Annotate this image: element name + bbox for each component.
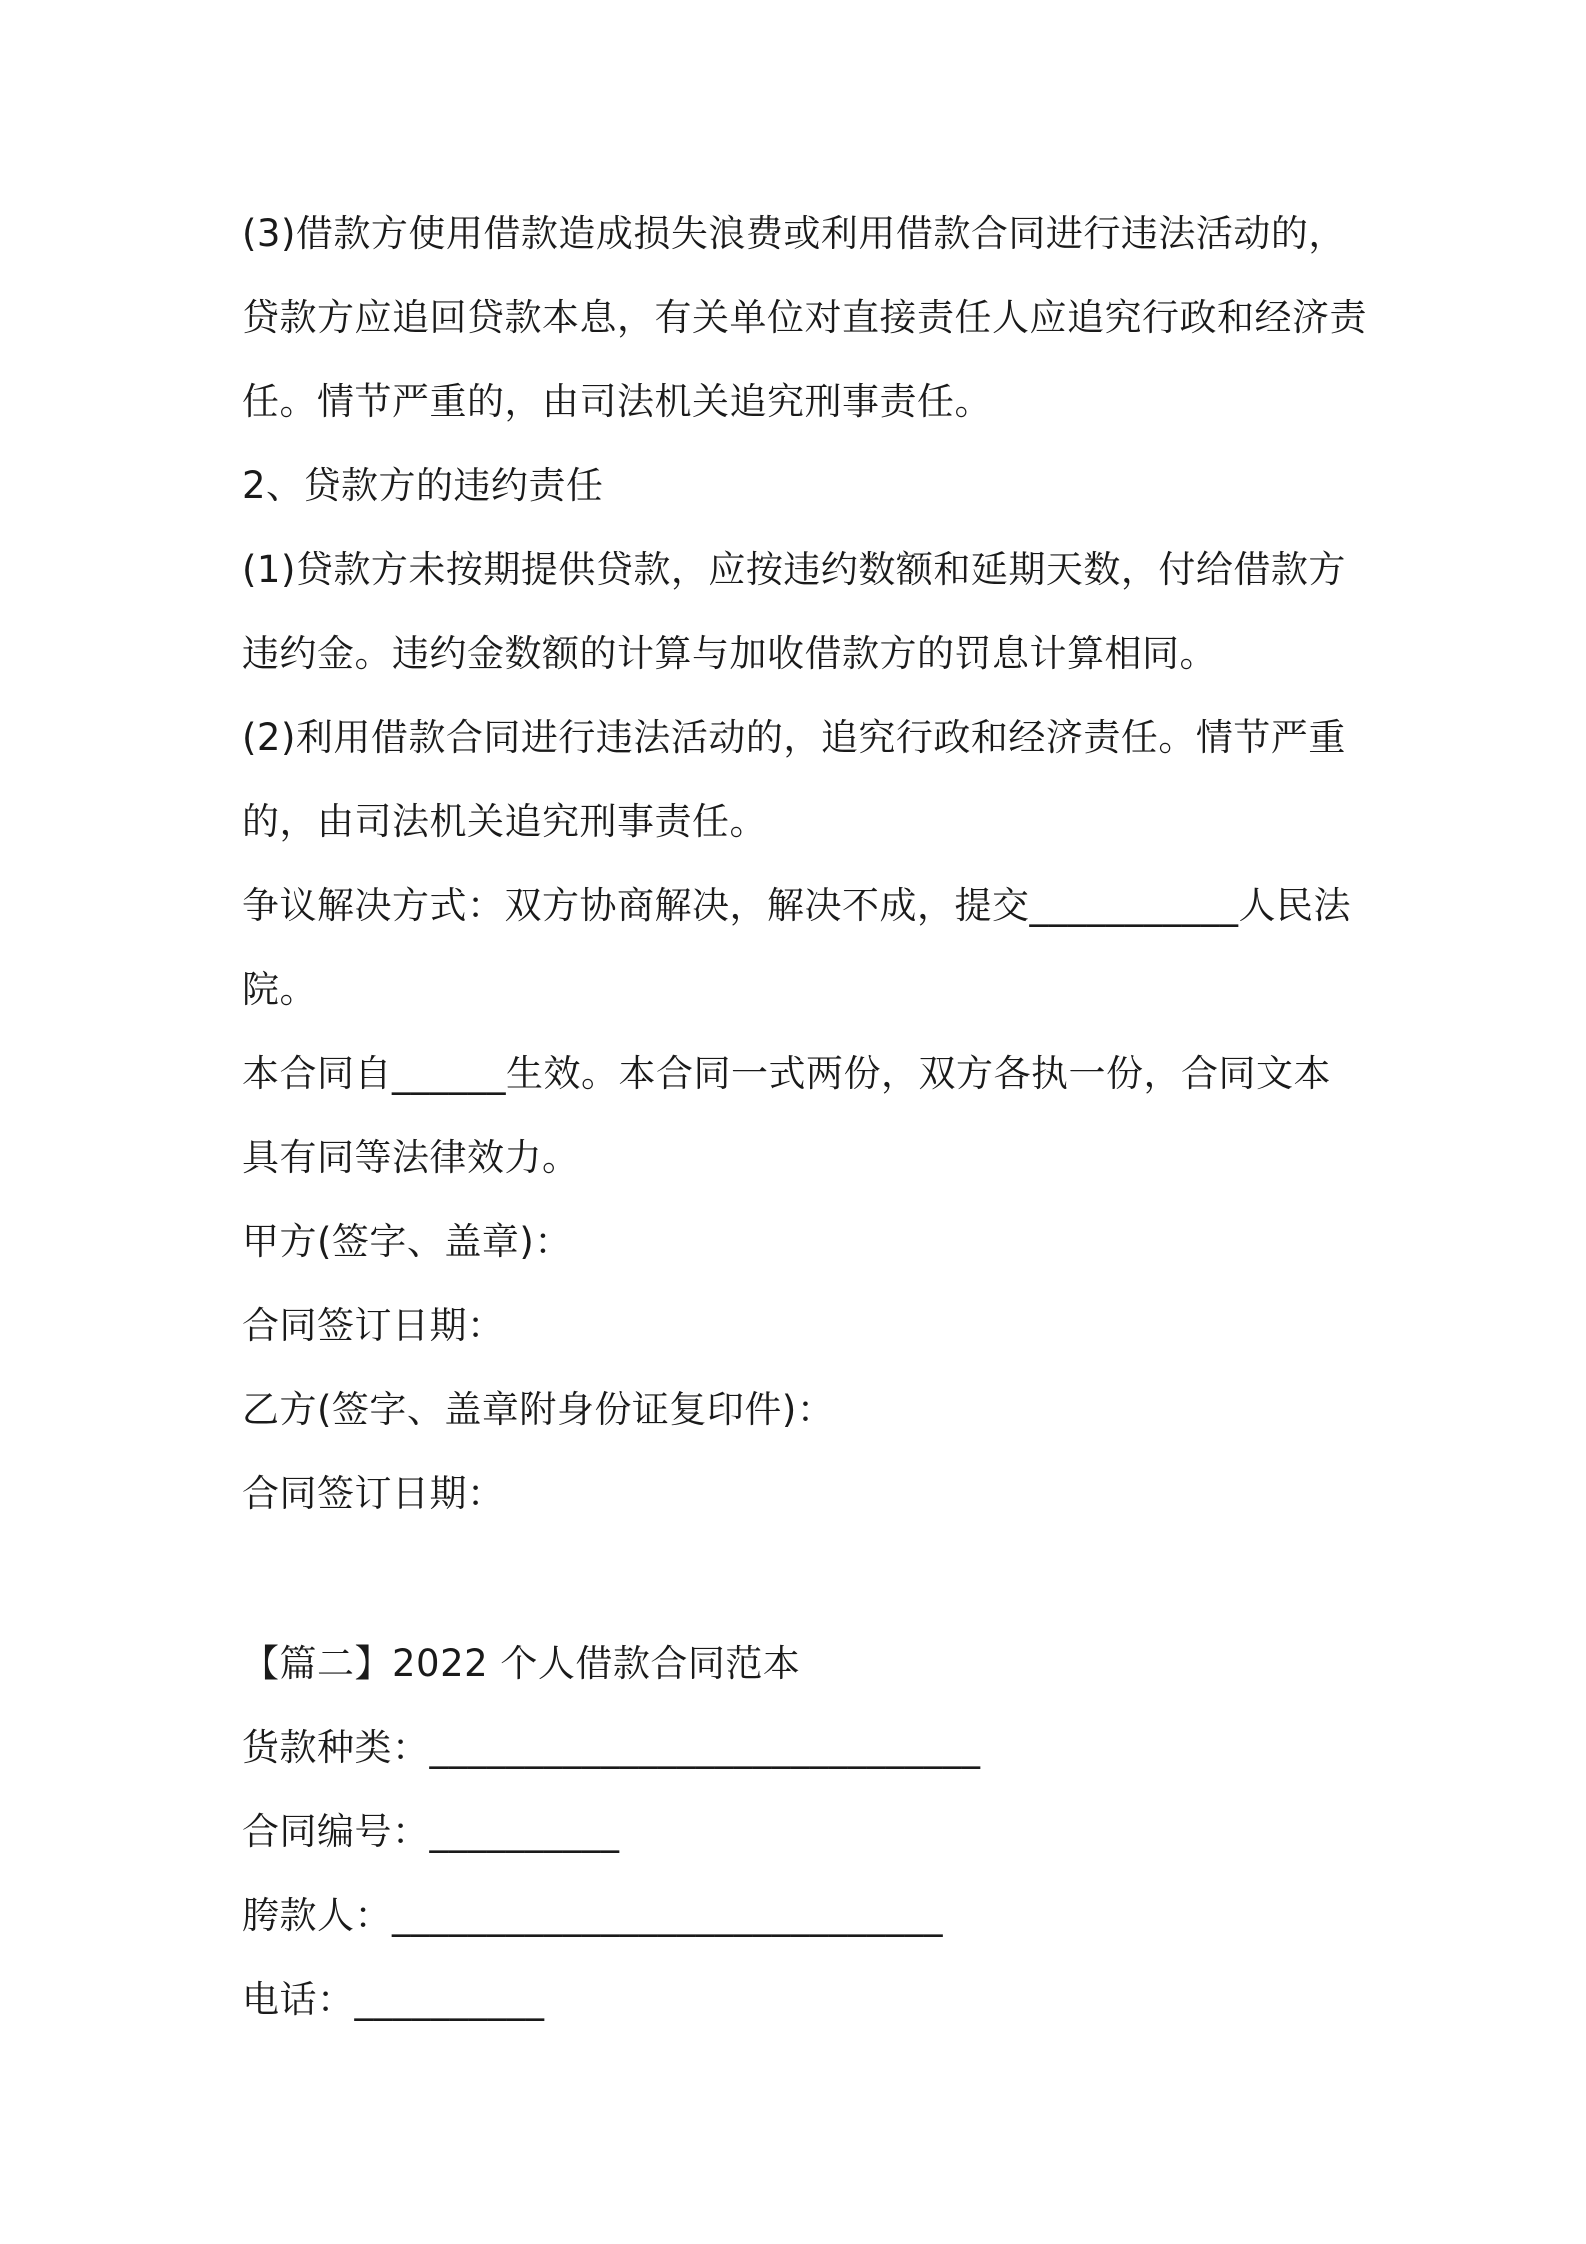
document-body bbox=[242, 192, 1367, 2042]
paragraph-line: 的，由司法机关追究刑事责任。 bbox=[242, 800, 767, 843]
paragraph-line: (1)贷款方未按期提供贷款，应按违约数额和延期天数，付给借款方 bbox=[242, 548, 1346, 591]
paragraph-line: (3)借款方使用借款造成损失浪费或利用借款合同进行违法活动的， bbox=[242, 212, 1346, 255]
paragraph-line: 贷款方应追回贷款本息，有关单位对直接责任人应追究行政和经济责 bbox=[242, 296, 1367, 339]
phone-field: 电话：__________ bbox=[242, 1978, 545, 2021]
signing-date-line: 合同签订日期： bbox=[242, 1472, 505, 1515]
effective-clause-line: 本合同自______生效。本合同一式两份，双方各执一份，合同文本 bbox=[242, 1052, 1331, 1095]
party-a-signature-line: 甲方(签字、盖章)： bbox=[242, 1220, 572, 1263]
paragraph-line: (2)利用借款合同进行违法活动的，追究行政和经济责任。情节严重 bbox=[242, 716, 1346, 759]
dispute-resolution-line: 院。 bbox=[242, 968, 317, 1011]
party-b-signature-line: 乙方(签字、盖章附身份证复印件)： bbox=[242, 1388, 835, 1431]
signing-date-line: 合同签订日期： bbox=[242, 1304, 505, 1347]
paragraph-line: 任。情节严重的，由司法机关追究刑事责任。 bbox=[242, 380, 992, 423]
section-title: 【篇二】2022 个人借款合同范本 bbox=[242, 1642, 801, 1685]
dispute-resolution-line: 争议解决方式：双方协商解决，解决不成，提交___________人民法 bbox=[242, 884, 1351, 927]
borrower-field: 胯款人：_____________________________ bbox=[242, 1894, 943, 1937]
contract-number-field: 合同编号：__________ bbox=[242, 1810, 620, 1853]
effective-clause-line: 具有同等法律效力。 bbox=[242, 1136, 580, 1179]
loan-type-field: 货款种类：_____________________________ bbox=[242, 1726, 981, 1769]
paragraph-line: 违约金。违约金数额的计算与加收借款方的罚息计算相同。 bbox=[242, 632, 1217, 675]
section-spacer bbox=[242, 1536, 1362, 1622]
clause-heading: 2、贷款方的违约责任 bbox=[242, 464, 604, 507]
